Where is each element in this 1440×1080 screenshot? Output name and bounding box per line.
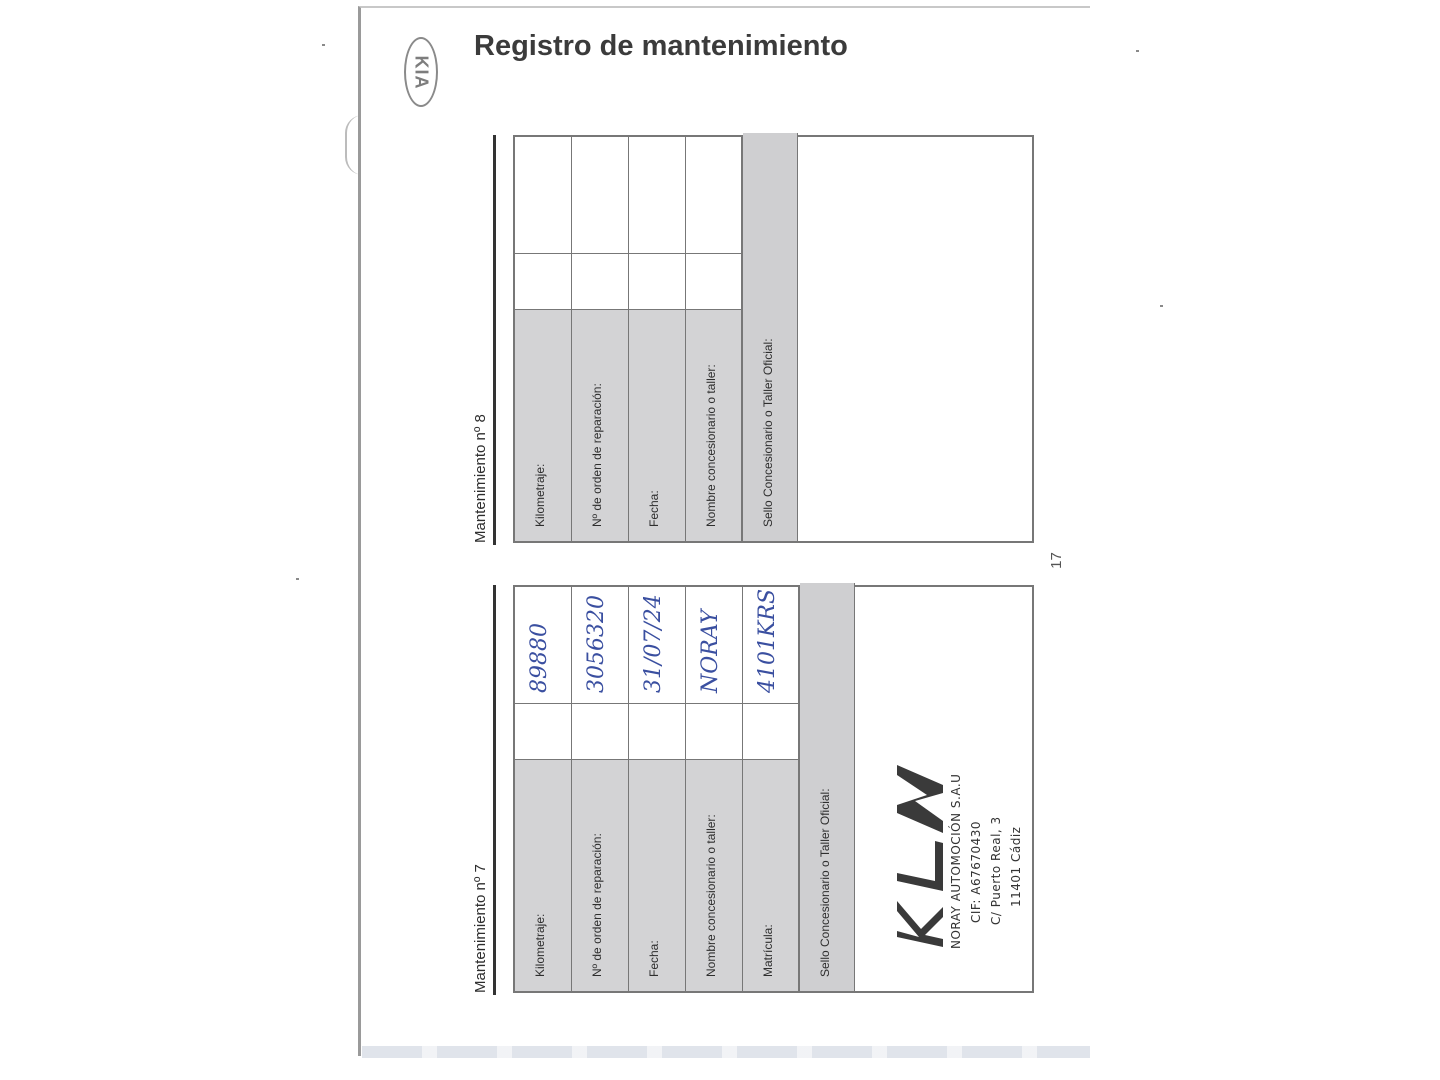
row-label: Nombre concesionario o taller:: [686, 759, 742, 991]
row-value-date: 31/07/24: [629, 587, 685, 703]
stamp-company: NORAY AUTOMOCIÓN S.A.U: [949, 773, 963, 949]
stamp-city: 11401 Cádiz: [1009, 826, 1023, 907]
row-value-mileage: [515, 137, 571, 253]
maintenance-8-block: [470, 135, 1040, 545]
table-row: [686, 587, 743, 991]
page-title: Registro de mantenimiento: [474, 30, 848, 62]
row-value-order-number: 3056320: [572, 587, 628, 703]
row-spacer: [686, 703, 742, 759]
row-label: Kilometraje:: [515, 309, 571, 541]
scan-speck: [1160, 305, 1163, 307]
row-spacer: [515, 253, 571, 309]
maintenance-7-block: [470, 585, 1040, 995]
kia-logo: [404, 37, 438, 107]
row-label: Fecha:: [629, 309, 685, 541]
maintenance-8-title: Mantenimiento nº 8: [470, 135, 496, 545]
row-spacer: [572, 253, 628, 309]
row-spacer: [686, 253, 743, 309]
row-value-mileage: 89880: [515, 587, 571, 703]
stamp-area: [798, 137, 1032, 541]
stamp-address: C/ Puerto Real, 3: [989, 816, 1003, 925]
table-row: [572, 587, 629, 991]
kia-logo-text: KIA: [411, 55, 432, 89]
row-value-plate: 4101KRS: [743, 587, 800, 703]
maintenance-7-table: [513, 585, 802, 993]
scan-speck: [296, 578, 299, 580]
table-row: [629, 137, 686, 541]
scan-speck: [322, 44, 325, 46]
page-number: 17: [1047, 552, 1065, 569]
row-value-order-number: [572, 137, 628, 253]
row-spacer: [515, 703, 571, 759]
stamp-area: [855, 587, 1032, 991]
row-spacer: [572, 703, 628, 759]
table-row: [686, 137, 743, 541]
row-label: Nº de orden de reparación:: [572, 759, 628, 991]
stamp-cif: CIF: A67670430: [969, 820, 983, 923]
row-spacer: [629, 253, 685, 309]
maintenance-8-stamp-box: [741, 135, 1034, 543]
stamp-label: Sello Concesionario o Taller Oficial:: [743, 133, 798, 541]
row-spacer: [743, 703, 800, 759]
table-row: [629, 587, 686, 991]
maintenance-7-title: Mantenimiento nº 7: [470, 585, 496, 995]
row-value-dealer: NORAY: [686, 587, 742, 703]
page-bottom-edge: [362, 1046, 1090, 1058]
row-label: Nombre concesionario o taller:: [686, 309, 743, 541]
maintenance-8-table: [513, 135, 745, 543]
row-spacer: [629, 703, 685, 759]
row-value-dealer: [686, 137, 743, 253]
row-value-date: [629, 137, 685, 253]
row-label: Nº de orden de reparación:: [572, 309, 628, 541]
row-label: Kilometraje:: [515, 759, 571, 991]
table-row: [743, 587, 800, 991]
table-row: [515, 587, 572, 991]
row-label: Fecha:: [629, 759, 685, 991]
table-row: [572, 137, 629, 541]
table-row: [515, 137, 572, 541]
dealer-stamp: [893, 631, 1033, 951]
scan-speck: [1136, 50, 1139, 52]
dealer-stamp-logo-icon: [893, 741, 945, 951]
stamp-label: Sello Concesionario o Taller Oficial:: [800, 583, 855, 991]
row-label: Matrícula:: [743, 759, 800, 991]
maintenance-7-stamp-box: [798, 585, 1034, 993]
